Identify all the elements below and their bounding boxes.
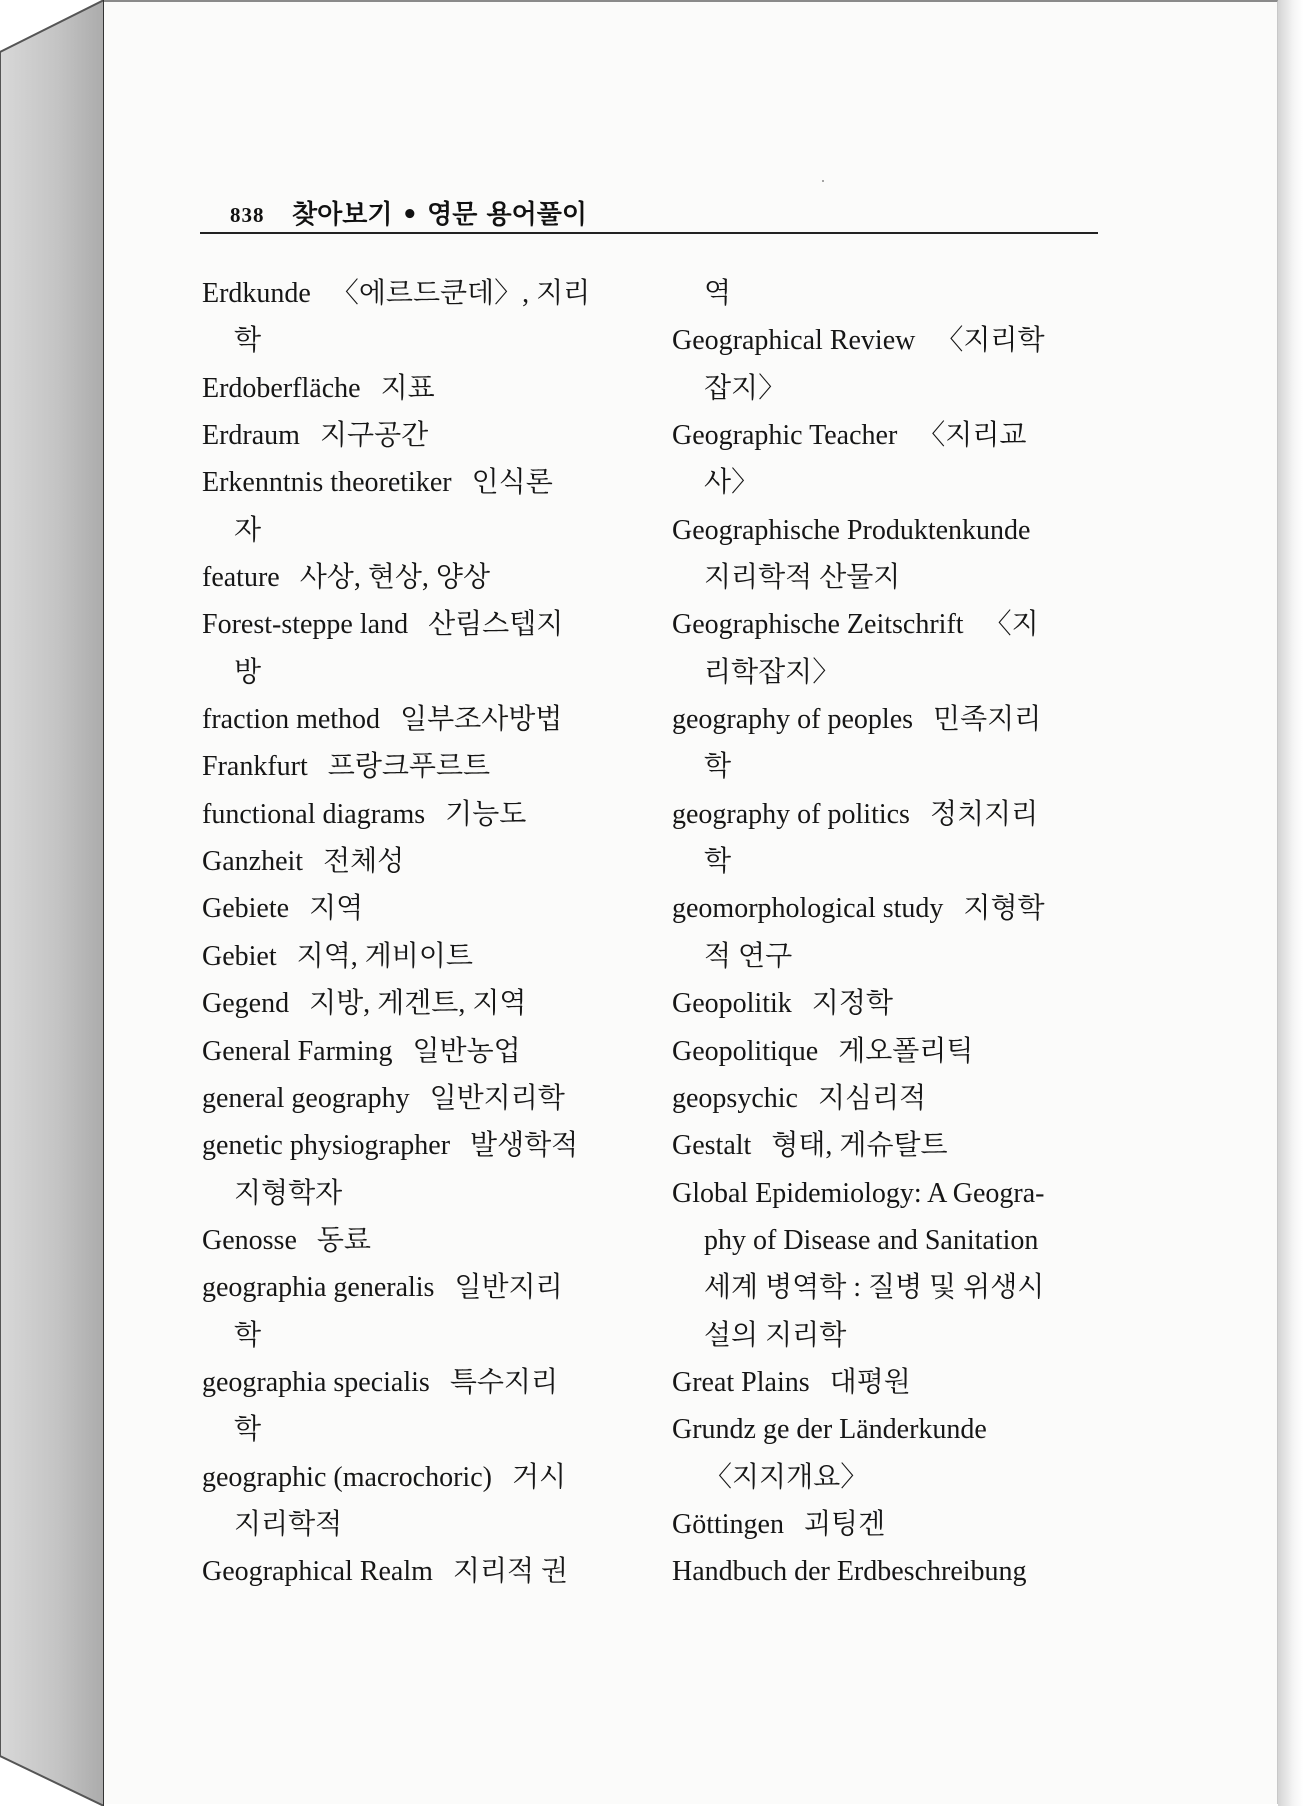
index-line [672, 270, 1102, 317]
entry-korean: 지심리적 [817, 1082, 927, 1114]
entry-korean: 발생학적 [470, 1130, 579, 1162]
entry-korean: 설의 지리학 [704, 1319, 847, 1351]
entry-korean: 학 [234, 1414, 262, 1446]
index-line [202, 1454, 628, 1501]
entry-korean: 괴팅겐 [804, 1508, 886, 1540]
index-line [672, 601, 1102, 648]
entry-korean: 적 연구 [704, 940, 793, 972]
entry-korean: 〈에르드쿤데〉, 지리 [330, 278, 591, 309]
entry-term: genetic physiographer [202, 1130, 451, 1162]
index-line [202, 554, 628, 601]
entry-term: Geopolitique [672, 1035, 819, 1067]
entry-korean: 자 [234, 514, 262, 546]
index-line [202, 1548, 628, 1595]
entry-korean: 산림스텝지 [428, 609, 564, 641]
entry-korean: 인식론 [471, 467, 553, 499]
index-line [672, 1264, 1102, 1311]
index-line [202, 365, 628, 412]
index-line [672, 1075, 1102, 1122]
index-line [202, 885, 628, 932]
index-line [672, 365, 1102, 412]
page-edge-shadow [1278, 0, 1303, 1806]
index-line [202, 317, 628, 364]
entry-term: geography of politics [672, 798, 910, 830]
entry-term: phy of Disease and Sanitation [704, 1224, 1039, 1256]
entry-term: geographic (macrochoric) [202, 1461, 492, 1493]
index-line [672, 838, 1102, 885]
entry-korean: 형태, 게슈탈트 [771, 1130, 948, 1162]
entry-korean: 일반지리 [454, 1272, 563, 1304]
index-line [672, 743, 1102, 790]
entry-korean: 거시 [511, 1461, 567, 1493]
index-line [202, 838, 628, 885]
index-line [202, 459, 628, 506]
entry-korean: 지리적 권 [452, 1556, 569, 1588]
index-line [672, 1406, 1102, 1453]
index-line [202, 270, 628, 317]
page-number: 838 [230, 203, 265, 227]
book-spine [0, 0, 104, 1806]
entry-korean: 학 [704, 751, 732, 783]
index-line [672, 554, 1102, 601]
entry-korean: 지리학적 [234, 1508, 343, 1540]
entry-term: geographia generalis [202, 1272, 435, 1304]
entry-term: Forest-steppe land [202, 609, 409, 641]
entry-korean: 지역, 게비이트 [296, 940, 473, 972]
entry-korean: 지역 [309, 893, 364, 925]
entry-term: Geographische Zeitschrift [672, 609, 964, 641]
index-line [202, 743, 628, 790]
index-line [202, 791, 628, 838]
entry-term: geomorphological study [672, 893, 944, 925]
entry-term: geographia specialis [202, 1366, 430, 1398]
entry-term: Gegend [202, 988, 290, 1020]
entry-term: Geographische Produktenkunde [672, 514, 1031, 546]
entry-term: feature [202, 562, 280, 594]
index-line [672, 317, 1102, 364]
index-line [202, 1217, 628, 1264]
entry-term: fraction method [202, 704, 381, 736]
entry-term: Gebiet [202, 940, 277, 972]
index-line [202, 1264, 628, 1311]
entry-term: Geographic Teacher [672, 420, 898, 452]
index-line [672, 933, 1102, 980]
entry-korean: 학 [234, 1319, 262, 1351]
entry-term: Geopolitik [672, 988, 792, 1020]
entry-term: Genosse [202, 1224, 297, 1256]
index-line [672, 1501, 1102, 1548]
index-line [672, 1217, 1102, 1264]
running-title: 찾아보기 • 영문 용어풀이 [292, 200, 587, 230]
entry-term: Handbuch der Erdbeschreibung [672, 1556, 1027, 1588]
entry-korean: 리학잡지〉 [704, 656, 841, 688]
entry-korean: 방 [234, 656, 262, 688]
index-line [672, 459, 1102, 506]
entry-korean: 〈지 [983, 609, 1039, 641]
entry-korean: 〈지지개요〉 [704, 1461, 869, 1493]
entry-korean: 지구공간 [319, 420, 429, 452]
entry-term: Göttingen [672, 1508, 784, 1540]
index-line [672, 696, 1102, 743]
index-line [672, 1548, 1102, 1595]
running-header [200, 192, 1098, 234]
index-line [202, 1359, 628, 1406]
index-line [672, 1028, 1102, 1075]
entry-korean: 기능도 [445, 798, 527, 830]
entry-korean: 사상, 현상, 양상 [299, 562, 491, 594]
index-line [202, 933, 628, 980]
entry-korean: 지형학 [963, 893, 1045, 925]
entry-korean: 지형학자 [234, 1177, 343, 1209]
index-line [672, 980, 1102, 1027]
index-line [202, 980, 628, 1027]
entry-term: Geographical Review [672, 325, 916, 357]
entry-term: Gebiete [202, 893, 290, 925]
entry-korean: 지표 [380, 372, 435, 404]
index-line [202, 507, 628, 554]
entry-term: Great Plains [672, 1366, 810, 1398]
entry-term: Erkenntnis theoretiker [202, 467, 452, 499]
entry-korean: 지리학적 산물지 [704, 562, 901, 594]
scan-speck [822, 180, 824, 182]
entry-korean: 잡지〉 [704, 372, 787, 404]
index-line [202, 1028, 628, 1075]
right-column [672, 270, 1102, 1596]
index-line [672, 1122, 1102, 1169]
entry-korean: 일반지리학 [429, 1082, 565, 1114]
entry-korean: 사〉 [704, 467, 760, 499]
entry-korean: 지방, 게겐트, 지역 [309, 988, 527, 1020]
index-line [672, 1359, 1102, 1406]
entry-korean: 〈지리교 [917, 420, 1027, 452]
entry-korean: 학 [704, 846, 732, 878]
entry-term: geography of peoples [672, 704, 914, 736]
index-line [202, 1075, 628, 1122]
index-line [202, 696, 628, 743]
entry-term: general geography [202, 1082, 410, 1114]
entry-term: Erdoberfläche [202, 372, 361, 404]
entry-term: Ganzheit [202, 846, 304, 878]
entry-korean: 지정학 [811, 988, 893, 1020]
index-line [202, 1406, 628, 1453]
entry-korean: 학 [234, 325, 262, 357]
entry-korean: 프랑크푸르트 [327, 751, 491, 783]
index-line [672, 1312, 1102, 1359]
entry-term: functional diagrams [202, 798, 426, 830]
entry-korean: 민족지리 [933, 704, 1042, 736]
index-line [672, 412, 1102, 459]
entry-term: Erdkunde [202, 278, 311, 309]
index-line [202, 1122, 628, 1169]
index-line [672, 885, 1102, 932]
index-line [672, 649, 1102, 696]
entry-korean: 세계 병역학 : 질병 및 위생시 [704, 1272, 1045, 1304]
entry-korean: 대평원 [829, 1366, 911, 1398]
entry-korean: 일부조사방법 [400, 704, 563, 736]
index-line [672, 1170, 1102, 1217]
entry-korean: 특수지리 [449, 1366, 559, 1398]
entry-term: Global Epidemiology: A Geogra- [672, 1177, 1045, 1209]
entry-korean: 정치지리 [929, 798, 1039, 830]
entry-korean: 동료 [316, 1224, 371, 1256]
entry-term: geopsychic [672, 1082, 798, 1114]
entry-term: General Farming [202, 1035, 393, 1067]
entry-korean: 〈지리학 [935, 325, 1045, 357]
entry-korean: 전체성 [323, 846, 405, 878]
index-line [202, 412, 628, 459]
entry-korean: 역 [704, 278, 732, 309]
index-line [202, 1170, 628, 1217]
entry-korean: 일반농업 [412, 1035, 521, 1067]
index-line [672, 791, 1102, 838]
entry-term: Geographical Realm [202, 1556, 433, 1588]
entry-term: Gestalt [672, 1130, 752, 1162]
index-line [202, 1312, 628, 1359]
index-line [202, 1501, 628, 1548]
left-column [202, 270, 628, 1596]
entry-term: Frankfurt [202, 751, 308, 783]
entry-term: Grundz ge der Länderkunde [672, 1414, 987, 1446]
index-line [672, 1454, 1102, 1501]
index-line [672, 507, 1102, 554]
index-line [202, 601, 628, 648]
index-line [202, 649, 628, 696]
entry-term: Erdraum [202, 420, 300, 452]
entry-korean: 게오폴리틱 [838, 1035, 974, 1067]
